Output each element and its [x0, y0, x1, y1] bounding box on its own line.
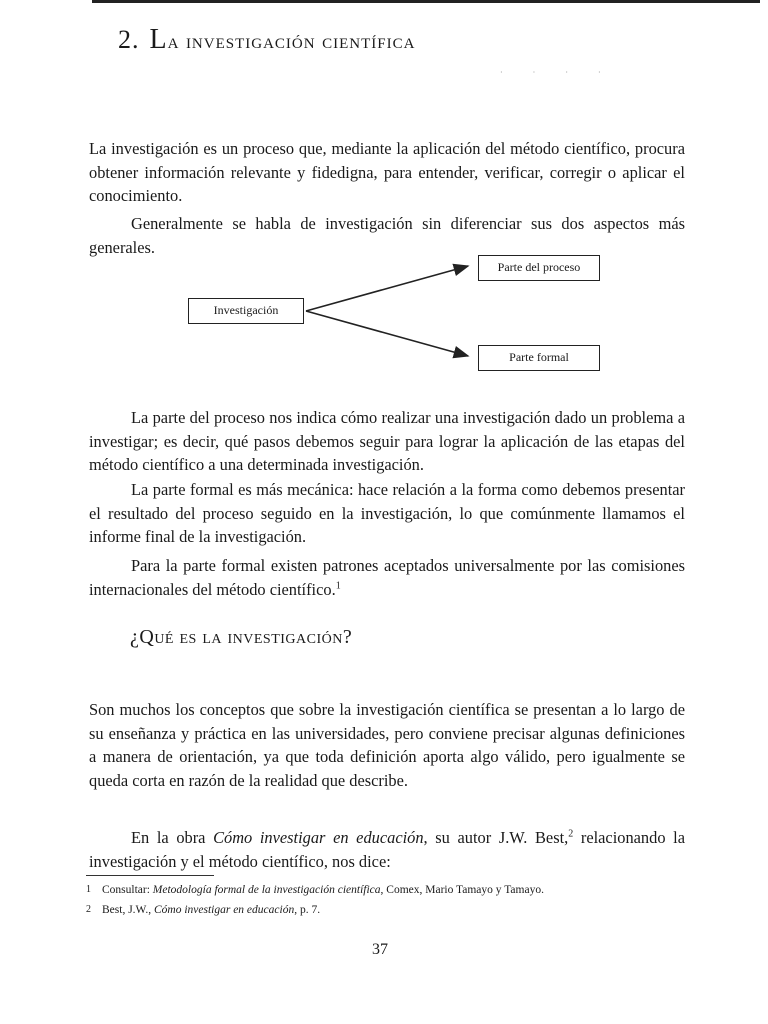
- footnote-rule: [86, 875, 214, 876]
- footnote-1-mark: 1: [86, 884, 91, 895]
- chapter-title-initial: L: [149, 24, 168, 55]
- paragraph-best-c: relacionando la investigación y el método científico, nos dice:: [89, 828, 685, 871]
- paragraph-definition: La investigación es un proceso que, mediante la aplicación del método científico, procura obtener información relevante y fidedigna, para entender, verificar, corregir o aplicar el conocimiento.: [89, 139, 685, 206]
- paragraph-best: [89, 826, 685, 873]
- paragraph-patterns-text: Para la parte formal existen patrones aceptados universalmente por las comisiones internacionales del método científico.: [89, 556, 685, 599]
- chapter-title-rest: a investigación científica: [167, 28, 416, 53]
- footnote-2-a: Best, J.W.,: [102, 904, 154, 916]
- paragraph-best-a: En la obra: [131, 828, 214, 848]
- diagram-box-investigacion: Investigación: [188, 298, 304, 324]
- footnote-1: [86, 884, 544, 896]
- book-title: Cómo investigar en educación: [213, 828, 424, 848]
- paragraph-patterns: [89, 554, 685, 601]
- diagram-box-parte-formal: Parte formal: [478, 345, 600, 371]
- paragraph-process-part: La parte del proceso nos indica cómo realizar una investigación dado un problema a investigar; es decir, qué pasos debemos seguir para lograr la aplicación de las etapas del método científico a una determinada investigación.: [89, 408, 685, 475]
- scan-specks: · · · ·: [500, 68, 615, 77]
- footnote-2: [86, 904, 320, 916]
- section-title: ¿Qué es la investigación?: [130, 626, 353, 648]
- arrow-to-formal: [306, 311, 468, 356]
- footnote-1-b: , Comex, Mario Tamayo y Tamayo.: [380, 884, 544, 896]
- investigation-diagram: [180, 252, 610, 378]
- footnote-ref-2: 2: [568, 828, 574, 840]
- footnote-2-b: , p. 7.: [294, 904, 321, 916]
- footnote-1-a: Consultar:: [102, 884, 153, 896]
- top-rule: [92, 0, 760, 3]
- chapter-number: 2.: [118, 25, 140, 54]
- footnote-1-title: Metodología formal de la investigación científica: [152, 884, 381, 896]
- paragraph-formal-part: La parte formal es más mecánica: hace relación a la forma como debemos presentar el resultado del proceso seguido en la investigación, lo que comúnmente llamamos el informe final de la investigación.: [89, 480, 685, 547]
- paragraph-aspects: Generalmente se habla de investigación sin diferenciar sus dos aspectos más generales.: [89, 214, 685, 257]
- diagram-box-parte-proceso: Parte del proceso: [478, 255, 600, 281]
- page-number: 37: [372, 941, 388, 958]
- footnote-2-title: Cómo investigar en educación: [153, 904, 295, 916]
- paragraph-concepts: Son muchos los conceptos que sobre la investigación científica se presentan a lo largo de su enseñanza y práctica en las universidades, pero conviene precisar algunas definiciones a manera de orientación, ya que toda definición aporta algo válido, pero igualmente se queda corta en razón de la realidad que describe.: [89, 700, 685, 790]
- footnote-2-mark: 2: [86, 904, 91, 915]
- arrow-to-process: [306, 266, 468, 311]
- paragraph-best-b: , su autor J.W. Best,: [423, 828, 569, 848]
- chapter-title: [118, 24, 415, 56]
- footnote-ref-1: 1: [335, 580, 341, 592]
